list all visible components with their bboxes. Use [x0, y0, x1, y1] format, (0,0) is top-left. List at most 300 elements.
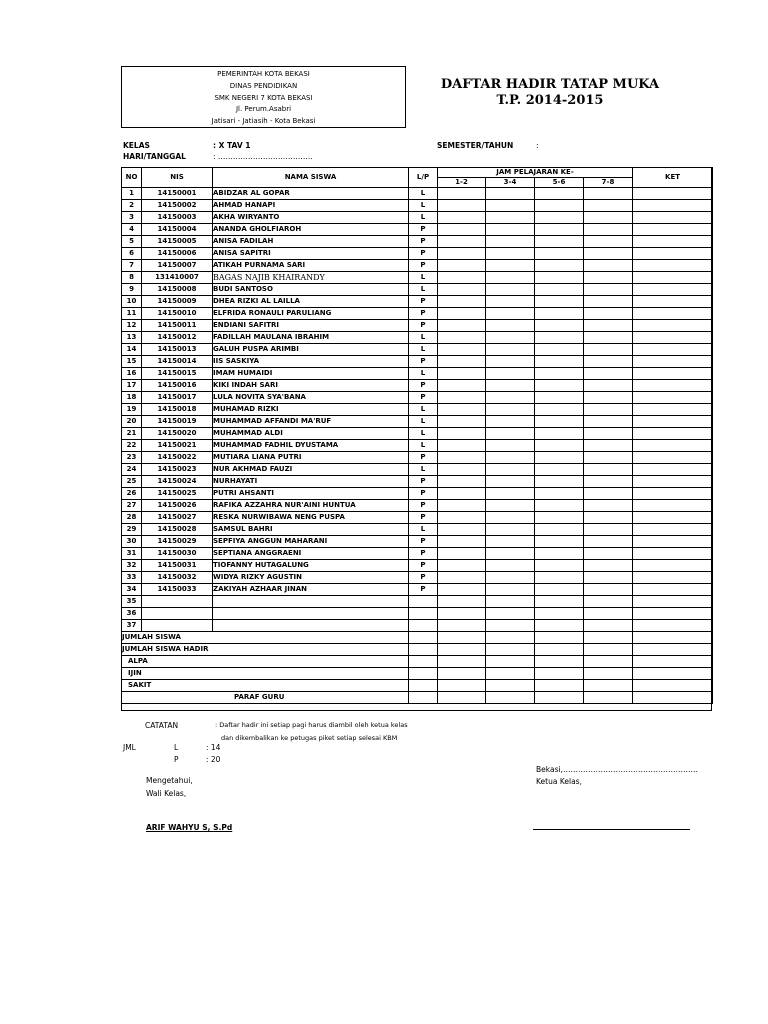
row-ket-cell[interactable]: [633, 212, 713, 224]
row-jam-cell[interactable]: [438, 596, 486, 608]
row-ket-cell[interactable]: [633, 488, 713, 500]
row-nama: WIDYA RIZKY AGUSTIN: [213, 572, 409, 584]
row-jam-cell[interactable]: [486, 332, 535, 344]
summary-cell[interactable]: [409, 632, 438, 644]
row-jam-cell[interactable]: [438, 428, 486, 440]
row-jam-cell[interactable]: [535, 560, 584, 572]
row-nama: ANISA SAPITRI: [213, 248, 409, 260]
row-jam-cell[interactable]: [584, 260, 633, 272]
row-ket-cell[interactable]: [633, 236, 713, 248]
row-jam-cell[interactable]: [438, 308, 486, 320]
row-jam-cell[interactable]: [486, 536, 535, 548]
row-jam-cell[interactable]: [584, 512, 633, 524]
row-nama: AKHA WIRYANTO: [213, 212, 409, 224]
hari-tanggal-value: : ………………………………..: [213, 152, 313, 161]
summary-cell[interactable]: [438, 656, 486, 668]
row-nis: 14150008: [142, 284, 213, 296]
row-no: 24: [122, 464, 142, 476]
row-jam-cell[interactable]: [535, 272, 584, 284]
row-nis: 14150006: [142, 248, 213, 260]
row-jam-cell[interactable]: [438, 608, 486, 620]
row-lp: P: [409, 560, 438, 572]
row-jam-cell[interactable]: [438, 512, 486, 524]
table-row: [122, 380, 713, 392]
summary-cell[interactable]: [584, 632, 633, 644]
row-jam-cell[interactable]: [486, 380, 535, 392]
paraf-cell[interactable]: [584, 692, 633, 704]
row-jam-cell[interactable]: [438, 368, 486, 380]
row-nama: KIKI INDAH SARI: [213, 380, 409, 392]
row-jam-cell[interactable]: [438, 500, 486, 512]
row-jam-cell[interactable]: [535, 344, 584, 356]
row-jam-cell[interactable]: [584, 548, 633, 560]
row-jam-cell[interactable]: [535, 476, 584, 488]
row-jam-cell[interactable]: [486, 404, 535, 416]
row-ket-cell[interactable]: [633, 536, 713, 548]
row-jam-cell[interactable]: [486, 308, 535, 320]
row-jam-cell[interactable]: [584, 560, 633, 572]
table-row: [122, 284, 713, 296]
row-lp: [409, 596, 438, 608]
row-jam-cell[interactable]: [584, 188, 633, 200]
summary-cell[interactable]: [486, 632, 535, 644]
row-jam-cell[interactable]: [535, 428, 584, 440]
row-nis: 14150003: [142, 212, 213, 224]
table-row: [122, 260, 713, 272]
row-jam-cell[interactable]: [535, 536, 584, 548]
summary-cell[interactable]: [409, 668, 438, 680]
row-jam-cell[interactable]: [535, 260, 584, 272]
row-jam-cell[interactable]: [438, 536, 486, 548]
row-jam-cell[interactable]: [535, 392, 584, 404]
row-jam-cell[interactable]: [535, 500, 584, 512]
row-jam-cell[interactable]: [535, 212, 584, 224]
summary-cell[interactable]: [535, 680, 584, 692]
row-jam-cell[interactable]: [486, 464, 535, 476]
row-jam-cell[interactable]: [486, 236, 535, 248]
row-lp: L: [409, 212, 438, 224]
row-jam-cell[interactable]: [486, 500, 535, 512]
row-ket-cell[interactable]: [633, 344, 713, 356]
row-nama: MUHAMMAD AFFANDI MA'RUF: [213, 416, 409, 428]
row-jam-cell[interactable]: [584, 452, 633, 464]
row-lp: P: [409, 548, 438, 560]
row-jam-cell[interactable]: [584, 284, 633, 296]
row-jam-cell[interactable]: [438, 476, 486, 488]
row-ket-cell[interactable]: [633, 608, 713, 620]
row-ket-cell[interactable]: [633, 260, 713, 272]
row-jam-cell[interactable]: [535, 368, 584, 380]
row-jam-cell[interactable]: [584, 584, 633, 596]
row-jam-cell[interactable]: [438, 392, 486, 404]
row-jam-cell[interactable]: [535, 572, 584, 584]
row-jam-cell[interactable]: [535, 332, 584, 344]
summary-cell[interactable]: [535, 656, 584, 668]
row-jam-cell[interactable]: [535, 488, 584, 500]
row-jam-cell[interactable]: [584, 416, 633, 428]
table-row: [122, 224, 713, 236]
row-jam-cell[interactable]: [438, 560, 486, 572]
row-ket-cell[interactable]: [633, 596, 713, 608]
col-header-jam-3: 5-6: [535, 178, 584, 188]
row-jam-cell[interactable]: [535, 596, 584, 608]
row-jam-cell[interactable]: [438, 320, 486, 332]
row-ket-cell[interactable]: [633, 572, 713, 584]
row-jam-cell[interactable]: [486, 260, 535, 272]
summary-cell[interactable]: [438, 644, 486, 656]
row-jam-cell[interactable]: [584, 488, 633, 500]
row-ket-cell[interactable]: [633, 320, 713, 332]
row-jam-cell[interactable]: [584, 236, 633, 248]
row-jam-cell[interactable]: [584, 248, 633, 260]
row-ket-cell[interactable]: [633, 248, 713, 260]
summary-cell[interactable]: [535, 632, 584, 644]
row-lp: P: [409, 236, 438, 248]
row-jam-cell[interactable]: [486, 452, 535, 464]
summary-cell[interactable]: [633, 656, 713, 668]
wali-kelas-text: Wali Kelas,: [146, 789, 187, 798]
col-header-jam-4: 7-8: [584, 178, 633, 188]
row-jam-cell[interactable]: [584, 476, 633, 488]
summary-cell[interactable]: [409, 656, 438, 668]
kelas-value: : X TAV 1: [213, 141, 251, 150]
row-nis: 14150031: [142, 560, 213, 572]
row-lp: P: [409, 308, 438, 320]
row-jam-cell[interactable]: [438, 440, 486, 452]
row-jam-cell[interactable]: [535, 356, 584, 368]
row-jam-cell[interactable]: [535, 296, 584, 308]
row-jam-cell[interactable]: [535, 284, 584, 296]
row-ket-cell[interactable]: [633, 368, 713, 380]
row-jam-cell[interactable]: [486, 440, 535, 452]
row-jam-cell[interactable]: [438, 332, 486, 344]
row-nama: GALUH PUSPA ARIMBI: [213, 344, 409, 356]
row-jam-cell[interactable]: [584, 296, 633, 308]
row-jam-cell[interactable]: [438, 272, 486, 284]
row-jam-cell[interactable]: [438, 464, 486, 476]
row-ket-cell[interactable]: [633, 524, 713, 536]
row-jam-cell[interactable]: [438, 224, 486, 236]
row-jam-cell[interactable]: [438, 212, 486, 224]
row-nis: 14150023: [142, 464, 213, 476]
row-ket-cell[interactable]: [633, 272, 713, 284]
row-jam-cell[interactable]: [584, 368, 633, 380]
row-jam-cell[interactable]: [535, 620, 584, 632]
summary-cell[interactable]: [486, 668, 535, 680]
summary-row: [122, 644, 713, 656]
row-jam-cell[interactable]: [535, 416, 584, 428]
row-no: 6: [122, 248, 142, 260]
row-no: 14: [122, 344, 142, 356]
row-ket-cell[interactable]: [633, 296, 713, 308]
row-jam-cell[interactable]: [535, 380, 584, 392]
kelas-label: KELAS: [123, 141, 150, 150]
row-jam-cell[interactable]: [584, 536, 633, 548]
row-jam-cell[interactable]: [486, 428, 535, 440]
row-jam-cell[interactable]: [535, 236, 584, 248]
summary-cell[interactable]: [633, 668, 713, 680]
row-jam-cell[interactable]: [438, 248, 486, 260]
row-jam-cell[interactable]: [535, 452, 584, 464]
header-line-3: SMK NEGERI 7 KOTA BEKASI: [214, 94, 313, 102]
row-jam-cell[interactable]: [438, 296, 486, 308]
row-jam-cell[interactable]: [535, 320, 584, 332]
row-jam-cell[interactable]: [438, 452, 486, 464]
row-jam-cell[interactable]: [535, 188, 584, 200]
summary-cell[interactable]: [633, 680, 713, 692]
table-row: [122, 308, 713, 320]
row-jam-cell[interactable]: [584, 224, 633, 236]
row-jam-cell[interactable]: [486, 548, 535, 560]
col-header-jam: JAM PELAJARAN KE-: [438, 168, 633, 178]
paraf-cell[interactable]: [633, 692, 713, 704]
row-lp: P: [409, 380, 438, 392]
row-ket-cell[interactable]: [633, 548, 713, 560]
bekasi-date: Bekasi,………………………………………………: [536, 765, 698, 774]
table-row: [122, 428, 713, 440]
row-jam-cell[interactable]: [438, 188, 486, 200]
row-jam-cell[interactable]: [486, 476, 535, 488]
row-jam-cell[interactable]: [584, 524, 633, 536]
row-jam-cell[interactable]: [584, 620, 633, 632]
row-jam-cell[interactable]: [486, 512, 535, 524]
row-jam-cell[interactable]: [535, 584, 584, 596]
row-nis: 14150016: [142, 380, 213, 392]
row-jam-cell[interactable]: [486, 416, 535, 428]
table-row: [122, 248, 713, 260]
summary-cell[interactable]: [535, 668, 584, 680]
row-jam-cell[interactable]: [438, 488, 486, 500]
row-no: 26: [122, 488, 142, 500]
row-jam-cell[interactable]: [438, 416, 486, 428]
row-jam-cell[interactable]: [438, 260, 486, 272]
row-jam-cell[interactable]: [584, 404, 633, 416]
row-jam-cell[interactable]: [486, 212, 535, 224]
row-jam-cell[interactable]: [486, 188, 535, 200]
row-nis: 14150026: [142, 500, 213, 512]
row-jam-cell[interactable]: [535, 608, 584, 620]
summary-cell[interactable]: [584, 680, 633, 692]
summary-cell[interactable]: [584, 668, 633, 680]
row-no: 25: [122, 476, 142, 488]
row-ket-cell[interactable]: [633, 188, 713, 200]
row-nama: MUTIARA LIANA PUTRI: [213, 452, 409, 464]
row-jam-cell[interactable]: [584, 608, 633, 620]
row-jam-cell[interactable]: [535, 200, 584, 212]
row-jam-cell[interactable]: [486, 596, 535, 608]
row-jam-cell[interactable]: [438, 380, 486, 392]
row-jam-cell[interactable]: [486, 620, 535, 632]
row-jam-cell[interactable]: [438, 548, 486, 560]
row-ket-cell[interactable]: [633, 464, 713, 476]
row-ket-cell[interactable]: [633, 512, 713, 524]
row-no: 28: [122, 512, 142, 524]
row-nis: [142, 608, 213, 620]
table-row: [122, 392, 713, 404]
row-nama: BUDI SANTOSO: [213, 284, 409, 296]
row-nis: 14150030: [142, 548, 213, 560]
row-lp: P: [409, 572, 438, 584]
summary-cell[interactable]: [584, 644, 633, 656]
table-row: [122, 608, 713, 620]
row-ket-cell[interactable]: [633, 440, 713, 452]
row-jam-cell[interactable]: [438, 344, 486, 356]
row-jam-cell[interactable]: [535, 248, 584, 260]
summary-cell[interactable]: [486, 656, 535, 668]
row-no: 4: [122, 224, 142, 236]
summary-label: JUMLAH SISWA: [122, 632, 409, 644]
row-jam-cell[interactable]: [486, 248, 535, 260]
row-jam-cell[interactable]: [535, 512, 584, 524]
row-no: 16: [122, 368, 142, 380]
row-jam-cell[interactable]: [584, 428, 633, 440]
summary-cell[interactable]: [486, 680, 535, 692]
row-ket-cell[interactable]: [633, 560, 713, 572]
row-ket-cell[interactable]: [633, 356, 713, 368]
row-jam-cell[interactable]: [486, 524, 535, 536]
row-jam-cell[interactable]: [535, 404, 584, 416]
row-ket-cell[interactable]: [633, 428, 713, 440]
row-jam-cell[interactable]: [438, 284, 486, 296]
row-no: 33: [122, 572, 142, 584]
row-jam-cell[interactable]: [584, 440, 633, 452]
row-jam-cell[interactable]: [535, 308, 584, 320]
row-jam-cell[interactable]: [584, 272, 633, 284]
row-jam-cell[interactable]: [584, 464, 633, 476]
row-jam-cell[interactable]: [584, 200, 633, 212]
row-lp: [409, 608, 438, 620]
row-ket-cell[interactable]: [633, 404, 713, 416]
row-jam-cell[interactable]: [584, 392, 633, 404]
row-jam-cell[interactable]: [486, 200, 535, 212]
row-jam-cell[interactable]: [486, 572, 535, 584]
summary-cell[interactable]: [486, 644, 535, 656]
row-ket-cell[interactable]: [633, 476, 713, 488]
row-lp: P: [409, 488, 438, 500]
row-nis: [142, 596, 213, 608]
row-ket-cell[interactable]: [633, 452, 713, 464]
summary-cell[interactable]: [584, 656, 633, 668]
row-jam-cell[interactable]: [584, 380, 633, 392]
summary-cell[interactable]: [633, 644, 713, 656]
row-jam-cell[interactable]: [438, 572, 486, 584]
row-no: 13: [122, 332, 142, 344]
summary-cell[interactable]: [438, 668, 486, 680]
col-header-jam-1: 1-2: [438, 178, 486, 188]
row-nama: SEPTIANA ANGGRAENI: [213, 548, 409, 560]
row-jam-cell[interactable]: [535, 548, 584, 560]
row-jam-cell[interactable]: [584, 596, 633, 608]
row-nis: 14150001: [142, 188, 213, 200]
row-jam-cell[interactable]: [584, 320, 633, 332]
row-jam-cell[interactable]: [584, 356, 633, 368]
summary-cell[interactable]: [633, 632, 713, 644]
table-row: [122, 620, 713, 632]
row-ket-cell[interactable]: [633, 500, 713, 512]
table-row: [122, 272, 713, 284]
row-jam-cell[interactable]: [486, 368, 535, 380]
row-jam-cell[interactable]: [486, 392, 535, 404]
row-jam-cell[interactable]: [486, 488, 535, 500]
row-ket-cell[interactable]: [633, 392, 713, 404]
row-ket-cell[interactable]: [633, 224, 713, 236]
row-nama: LULA NOVITA SYA'BANA: [213, 392, 409, 404]
summary-cell[interactable]: [409, 680, 438, 692]
row-jam-cell[interactable]: [535, 440, 584, 452]
row-jam-cell[interactable]: [438, 584, 486, 596]
summary-cell[interactable]: [535, 644, 584, 656]
row-jam-cell[interactable]: [535, 524, 584, 536]
row-ket-cell[interactable]: [633, 284, 713, 296]
row-jam-cell[interactable]: [438, 524, 486, 536]
paraf-cell[interactable]: [486, 692, 535, 704]
row-jam-cell[interactable]: [535, 464, 584, 476]
row-nama: ANANDA GHOLFIAROH: [213, 224, 409, 236]
paraf-cell[interactable]: [535, 692, 584, 704]
table-row: [122, 560, 713, 572]
row-ket-cell[interactable]: [633, 584, 713, 596]
row-ket-cell[interactable]: [633, 332, 713, 344]
row-jam-cell[interactable]: [438, 200, 486, 212]
row-no: 2: [122, 200, 142, 212]
row-ket-cell[interactable]: [633, 200, 713, 212]
header-line-4: Jl. Perum.Asabri: [235, 105, 292, 113]
row-jam-cell[interactable]: [584, 572, 633, 584]
row-jam-cell[interactable]: [486, 584, 535, 596]
row-jam-cell[interactable]: [486, 284, 535, 296]
row-jam-cell[interactable]: [486, 356, 535, 368]
row-jam-cell[interactable]: [486, 272, 535, 284]
row-ket-cell[interactable]: [633, 620, 713, 632]
row-jam-cell[interactable]: [438, 404, 486, 416]
row-jam-cell[interactable]: [584, 344, 633, 356]
row-no: 32: [122, 560, 142, 572]
summary-cell[interactable]: [409, 644, 438, 656]
row-no: 17: [122, 380, 142, 392]
row-jam-cell[interactable]: [486, 608, 535, 620]
paraf-cell[interactable]: [409, 692, 438, 704]
row-jam-cell[interactable]: [438, 356, 486, 368]
summary-cell[interactable]: [438, 632, 486, 644]
jml-l-label: L: [174, 743, 179, 752]
row-no: 19: [122, 404, 142, 416]
row-jam-cell[interactable]: [486, 320, 535, 332]
row-jam-cell[interactable]: [486, 344, 535, 356]
row-ket-cell[interactable]: [633, 416, 713, 428]
row-jam-cell[interactable]: [486, 296, 535, 308]
col-header-nis: NIS: [142, 168, 213, 188]
table-row: [122, 416, 713, 428]
table-row: [122, 440, 713, 452]
row-jam-cell[interactable]: [486, 560, 535, 572]
row-jam-cell[interactable]: [584, 500, 633, 512]
row-ket-cell[interactable]: [633, 380, 713, 392]
row-jam-cell[interactable]: [584, 212, 633, 224]
row-jam-cell[interactable]: [535, 224, 584, 236]
jml-l-value: : 14: [206, 743, 221, 752]
row-jam-cell[interactable]: [584, 308, 633, 320]
summary-cell[interactable]: [438, 680, 486, 692]
table-row: [122, 320, 713, 332]
school-header-box: [121, 66, 406, 128]
row-jam-cell[interactable]: [584, 332, 633, 344]
row-jam-cell[interactable]: [486, 224, 535, 236]
row-ket-cell[interactable]: [633, 308, 713, 320]
row-jam-cell[interactable]: [438, 620, 486, 632]
row-jam-cell[interactable]: [438, 236, 486, 248]
row-no: 30: [122, 536, 142, 548]
paraf-cell[interactable]: [438, 692, 486, 704]
